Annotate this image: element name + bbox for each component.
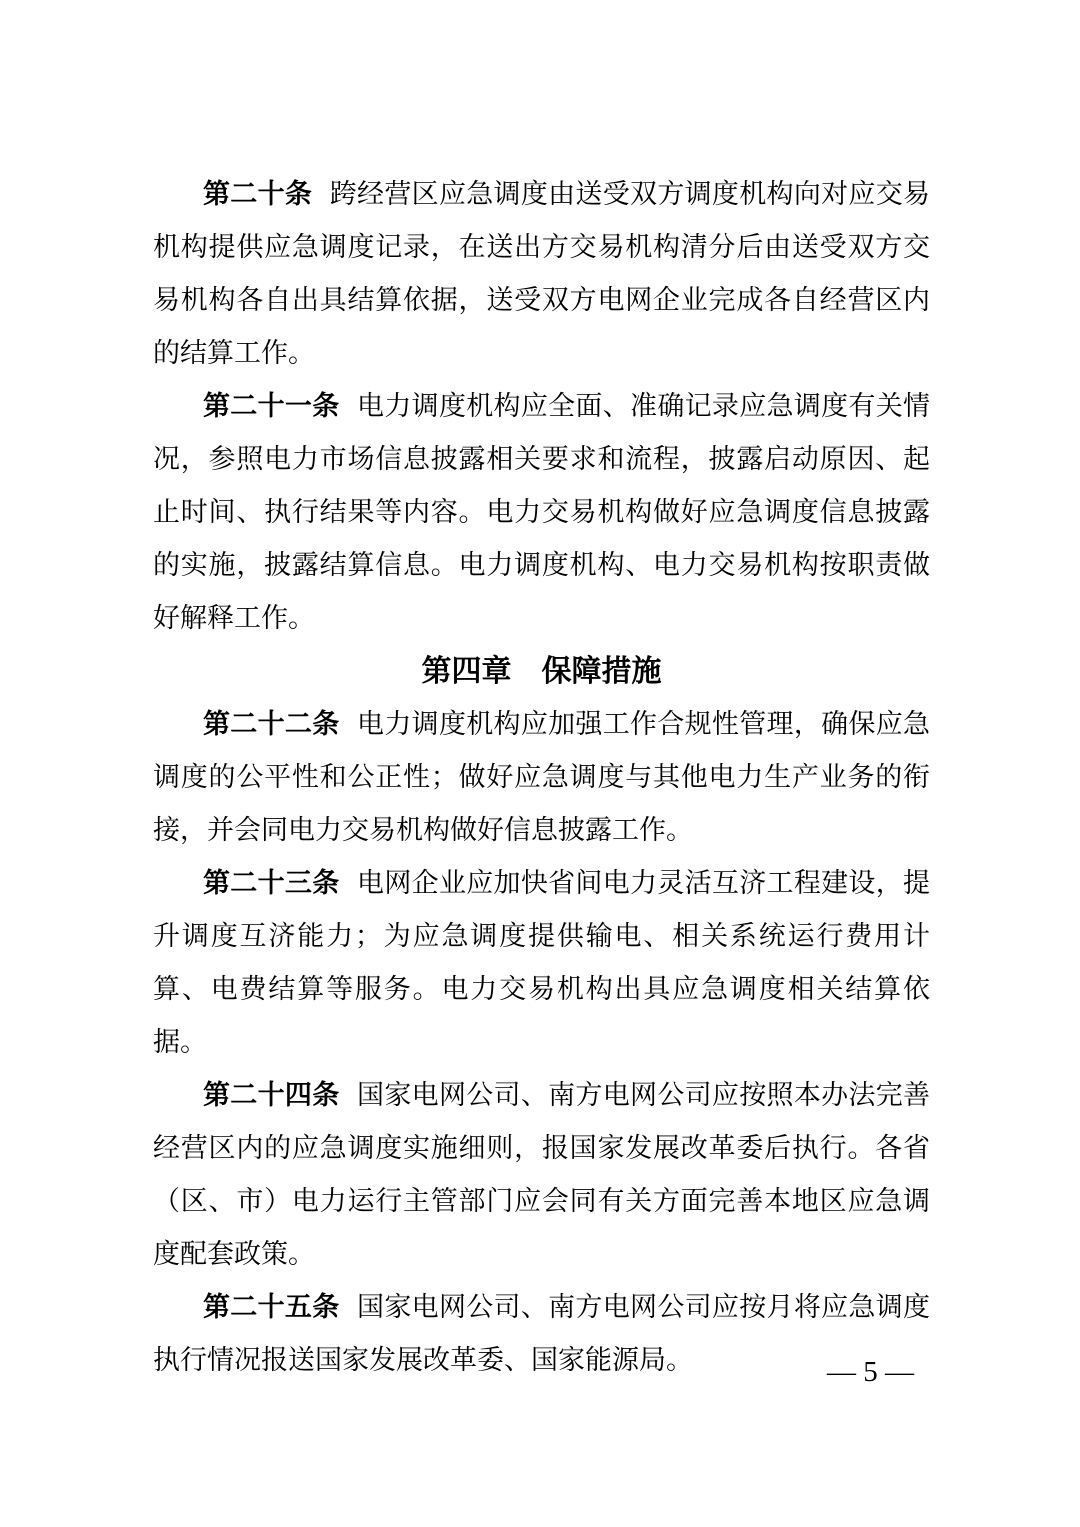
article-23-label: 第二十三条 [203, 868, 340, 898]
article-24-text: 国家电网公司、南方电网公司应按照本办法完善经营区内的应急调度实施细则，报国家发展改革委后执行。各省（区、市）电力运行主管部门应会同有关方面完善本地区应急调度配套政策。 [153, 1080, 931, 1269]
article-21-paragraph [153, 380, 930, 645]
article-24-paragraph [153, 1069, 930, 1281]
article-22-label: 第二十二条 [203, 709, 340, 739]
article-23-text: 电网企业应加快省间电力灵活互济工程建设，提升调度互济能力；为应急调度提供输电、相关系统运行费用计算、电费结算等服务。电力交易机构出具应急调度相关结算依据。 [153, 868, 931, 1057]
document-body [153, 168, 930, 1387]
chapter-4-heading: 第四章 保障措施 [421, 655, 662, 688]
article-23-paragraph [153, 857, 930, 1069]
article-22-paragraph [153, 698, 930, 857]
page-footer [827, 1352, 914, 1392]
article-22-text: 电力调度机构应加强工作合规性管理，确保应急调度的公平性和公正性；做好应急调度与其他电力生产业务的衔接，并会同电力交易机构做好信息披露工作。 [153, 709, 931, 845]
article-21-text: 电力调度机构应全面、准确记录应急调度有关情况，参照电力市场信息披露相关要求和流程，披露启动原因、起止时间、执行结果等内容。电力交易机构做好应急调度信息披露的实施，披露结算信息。电力调度机构、电力交易机构按职责做好解释工作。 [153, 391, 931, 633]
article-25-paragraph [153, 1281, 930, 1387]
article-25-text: 国家电网公司、南方电网公司应按月将应急调度执行情况报送国家发展改革委、国家能源局。 [153, 1292, 931, 1375]
article-25-label: 第二十五条 [203, 1292, 340, 1322]
article-20-label: 第二十条 [203, 179, 313, 209]
article-20-paragraph [153, 168, 930, 380]
article-24-label: 第二十四条 [203, 1080, 340, 1110]
page-number: — 5 — [827, 1356, 914, 1388]
article-20-text: 跨经营区应急调度由送受双方调度机构向对应交易机构提供应急调度记录，在送出方交易机构清分后由送受双方交易机构各自出具结算依据，送受双方电网企业完成各自经营区内的结算工作。 [153, 179, 931, 368]
article-21-label: 第二十一条 [203, 391, 340, 421]
